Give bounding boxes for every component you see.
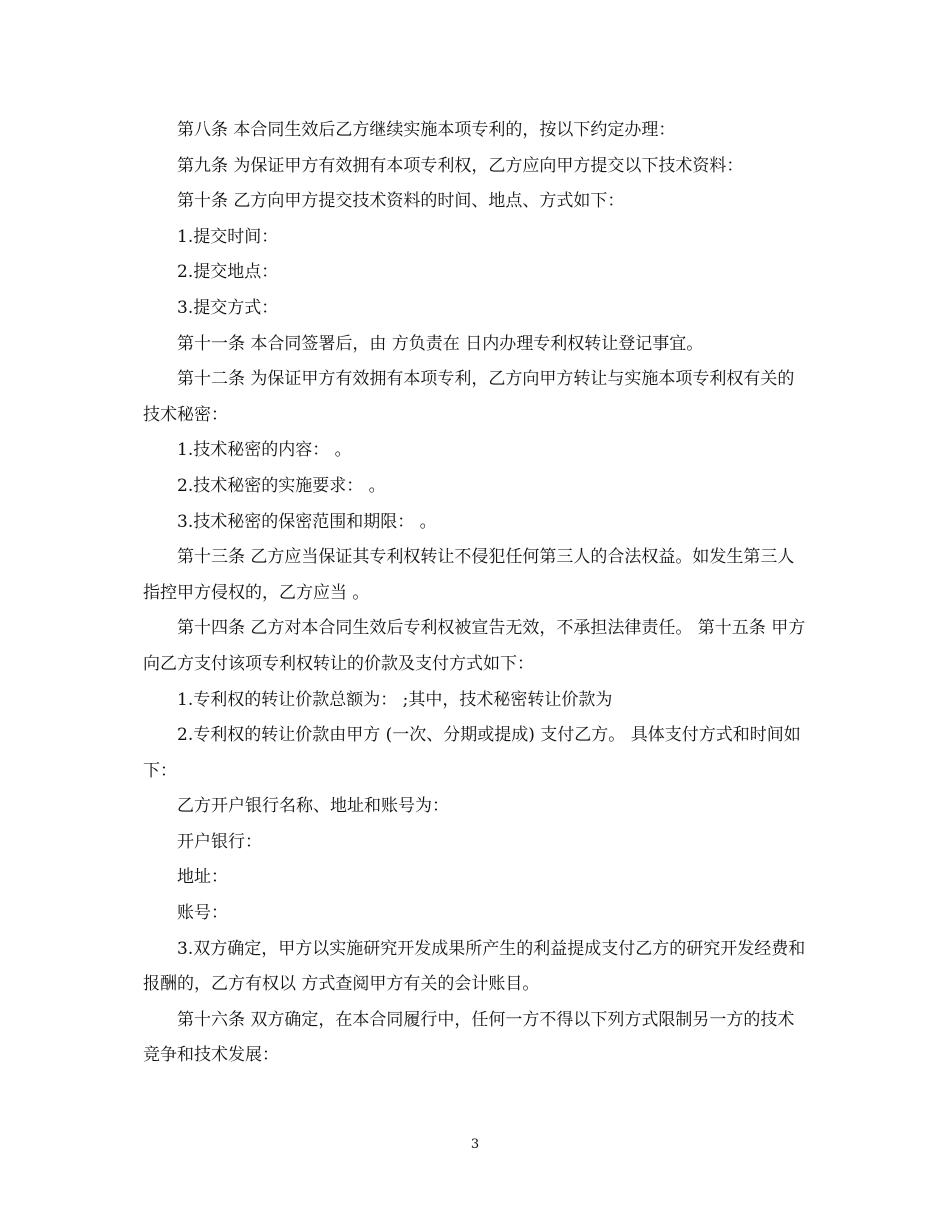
field-address: 地址： — [177, 867, 228, 888]
list-item-submit-place: 2.提交地点： — [177, 262, 279, 283]
paragraph-article-10: 第十条 乙方向甲方提交技术资料的时间、地点、方式如下： — [177, 191, 625, 212]
paragraph-article-12: 第十二条 为保证甲方有效拥有本项专利，乙方向甲方转让与实施本项专利权有关的技术秘密： — [143, 369, 795, 425]
list-item-secret-scope: 3.技术秘密的保密范围和期限： 。 — [177, 511, 437, 532]
field-bank-name: 开户银行： — [177, 831, 262, 852]
list-item-accounting-review: 3.双方确定，甲方以实施研究开发成果所产生的利益提成支付乙方的研究开发经费和报酬的，乙方有权以 方式查阅甲方有关的会计账目。 — [143, 938, 806, 995]
paragraph-bank-info-intro: 乙方开户银行名称、地址和账号为： — [177, 796, 449, 817]
paragraph-article-16: 第十六条 双方确定，在本合同履行中，任何一方不得以下列方式限制另一方的技术竞争和技术发展： — [143, 1009, 795, 1066]
paragraph-article-13: 第十三条 乙方应当保证其专利权转让不侵犯任何第三人的合法权益。如发生第三人指控甲方侵权的，乙方应当 。 — [143, 547, 795, 603]
document-body — [143, 113, 807, 1074]
list-item-secret-content: 1.技术秘密的内容： 。 — [177, 440, 352, 461]
list-item-secret-requirements: 2.技术秘密的实施要求： 。 — [177, 475, 386, 496]
list-item-submit-time: 1.提交时间： — [177, 226, 279, 247]
paragraph-article-14-15: 第十四条 乙方对本合同生效后专利权被宣告无效，不承担法律责任。 第十五条 甲方向乙方支付该项专利权转让的价款及支付方式如下： — [143, 618, 806, 674]
paragraph-article-8: 第八条 本合同生效后乙方继续实施本项专利的，按以下约定办理： — [177, 120, 676, 140]
list-item-total-price: 1.专利权的转让价款总额为： ;其中，技术秘密转让价款为 — [177, 689, 613, 710]
paragraph-article-9: 第九条 为保证甲方有效拥有本项专利权，乙方应向甲方提交以下技术资料： — [177, 155, 744, 176]
list-item-payment-method: 2.专利权的转让价款由甲方 (一次、分期或提成) 支付乙方。 具体支付方式和时间如下： — [143, 725, 801, 781]
page-number: 3 — [470, 1137, 480, 1152]
list-item-submit-method: 3.提交方式： — [177, 297, 279, 318]
paragraph-article-11: 第十一条 本合同签署后，由 方负责在 日内办理专利权转让登记事宜。 — [177, 333, 704, 354]
field-account-number: 账号： — [177, 903, 228, 924]
